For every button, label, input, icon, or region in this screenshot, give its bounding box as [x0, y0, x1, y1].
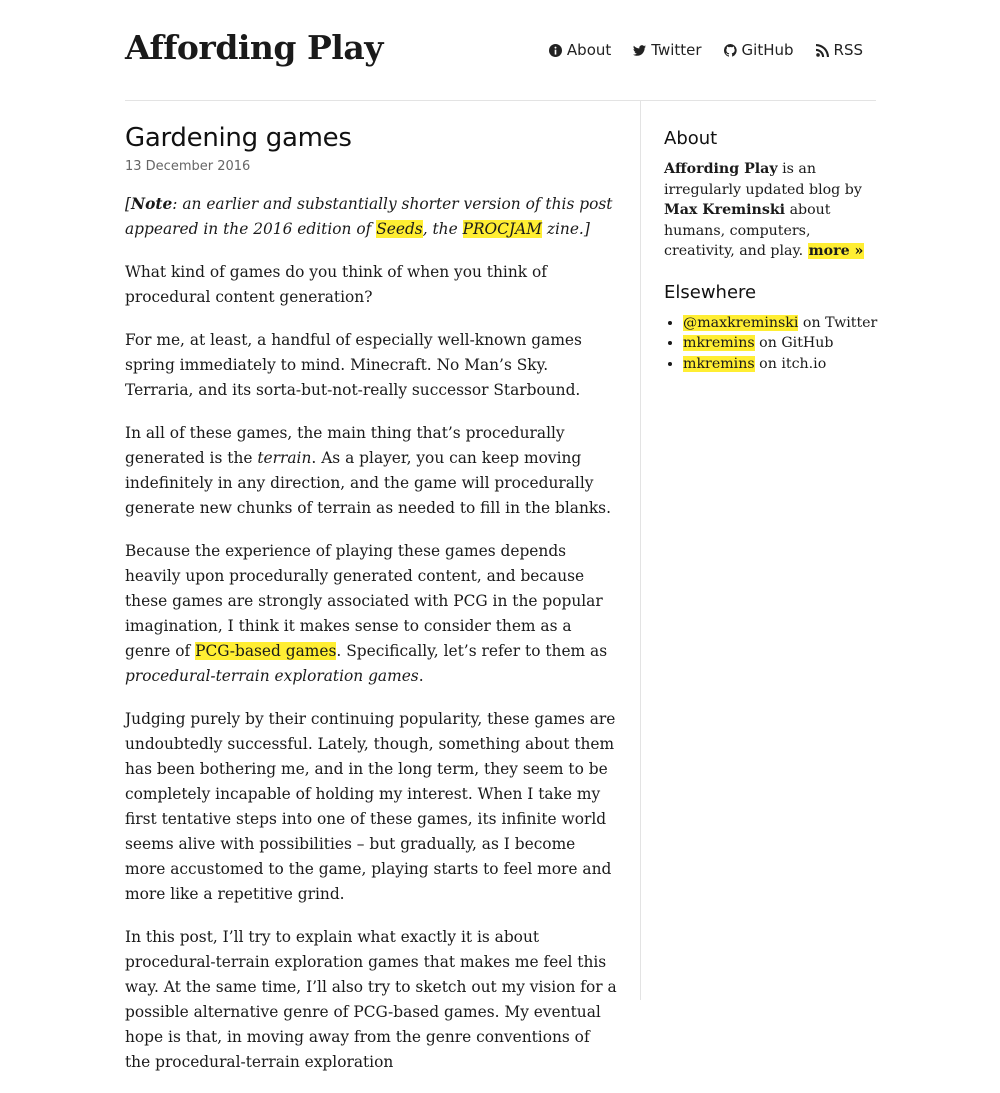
elsewhere-list	[664, 313, 879, 375]
post-paragraph: In all of these games, the main thing that’s procedurally generated is the terrain. As a player, you can keep moving indefinitely in any direction, and the game will procedurally generate new chunks of terrain as needed to fill in the blanks.	[125, 424, 611, 517]
github-handle-link[interactable]: mkremins	[683, 335, 755, 351]
post	[125, 123, 617, 1093]
itchio-handle-link[interactable]: mkremins	[683, 355, 755, 372]
site-title[interactable]: Affording Play	[125, 28, 383, 67]
post-body	[125, 192, 617, 1075]
rss-icon	[816, 44, 829, 57]
post-note: [Note: an earlier and substantially shorter version of this post appeared in the 2016 edition of Seeds, the PROCJAM zine.]	[125, 195, 613, 238]
twitter-handle-link[interactable]: @maxkreminski	[683, 314, 799, 331]
nav-github-link[interactable]	[724, 41, 794, 59]
header-divider	[125, 100, 876, 101]
sidebar	[664, 128, 879, 374]
sidebar-elsewhere-heading: Elsewhere	[664, 281, 757, 303]
list-item: • mkremins on itch.io	[683, 354, 879, 375]
sidebar-about-heading: About	[664, 128, 718, 149]
note-label: Note	[131, 195, 173, 213]
pcg-based-games-link[interactable]: PCG-based games	[195, 642, 337, 660]
nav-about-label: About	[566, 41, 612, 59]
procjam-link[interactable]: PROCJAM	[462, 220, 542, 238]
sidebar-about-text: Affording Play is an irregularly updated blog by Max Kreminski about humans, computers, creativity, and play. more »	[664, 161, 864, 259]
info-circle-icon	[549, 44, 562, 57]
github-icon	[724, 44, 737, 57]
post-paragraph: What kind of games do you think of when you think of procedural content generation?	[125, 263, 547, 306]
about-more-link[interactable]: more »	[808, 243, 864, 259]
post-paragraph: Because the experience of playing these games depends heavily upon procedurally generated content, and because these games are strongly associated with PCG in the popular imagination, I think it makes sense to consider them as a genre of PCG-based games. Specifically, let’s refer to them as procedural-terrain exploration games.	[125, 542, 608, 685]
post-title: Gardening games	[125, 123, 352, 153]
list-item: • @maxkreminski on Twitter	[683, 313, 879, 334]
post-date: 13 December 2016	[125, 159, 251, 174]
nav-twitter-link[interactable]	[633, 41, 701, 59]
sidebar-divider	[640, 101, 641, 1000]
nav-github-label: GitHub	[741, 41, 794, 59]
nav-rss-link[interactable]	[816, 41, 863, 59]
post-paragraph: In this post, I’ll try to explain what exactly it is about procedural-terrain exploration games that makes me feel this way. At the same time, I’ll also try to sketch out my vision for a possible alternative genre of PCG-based games. My eventual hope is that, in moving away from the genre conventions of the procedural-terrain exploration	[125, 928, 617, 1071]
nav-about-link[interactable]	[549, 41, 611, 59]
post-paragraph: For me, at least, a handful of especially well-known games spring immediately to mind. Minecraft. No Man’s Sky. Terraria, and its sorta-but-not-really successor Starbound.	[125, 331, 582, 399]
twitter-icon	[633, 44, 646, 57]
list-item: • mkremins on GitHub	[683, 333, 879, 354]
post-paragraph: Judging purely by their continuing popularity, these games are undoubtedly successful. Lately, though, something about them has been bothering me, and in the long term, they seem to be completely incapable of holding my interest. When I take my first tentative steps into one of these games, its infinite world seems alive with possibilities – but gradually, as I become more accustomed to the game, playing starts to feel more and more like a repetitive grind.	[125, 710, 616, 903]
nav-twitter-label: Twitter	[651, 41, 702, 59]
seeds-link[interactable]: Seeds	[376, 220, 423, 238]
top-nav	[549, 41, 863, 59]
nav-rss-label: RSS	[833, 41, 863, 59]
